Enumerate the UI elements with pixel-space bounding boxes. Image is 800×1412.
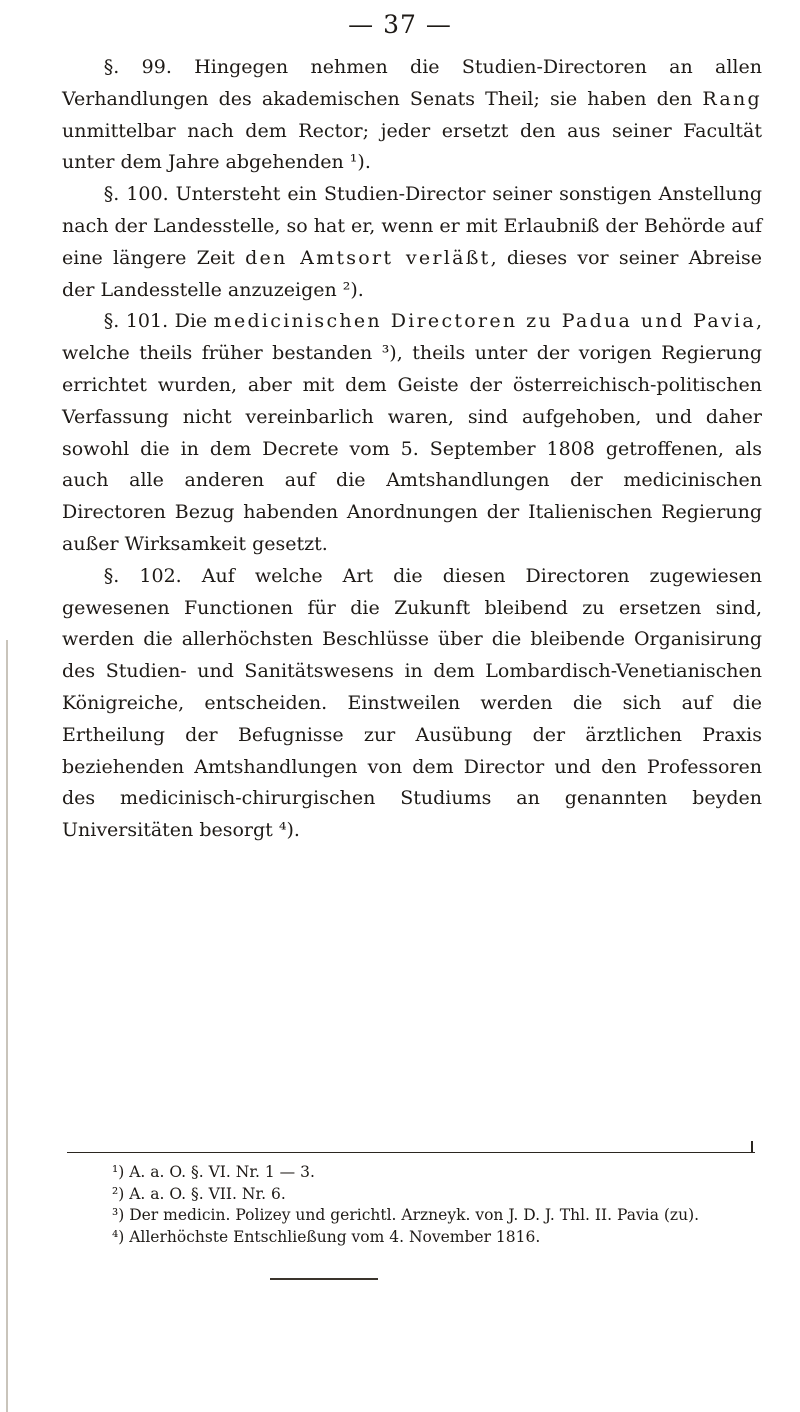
paragraph-101: [62, 306, 762, 560]
bottom-rule: [270, 1278, 378, 1280]
paragraph-101-text-a: §. 101. Die: [103, 310, 214, 333]
paragraph-99-text-c: unmittelbar nach dem Rector; jeder ersetzt den aus seiner Facultät unter dem Jahre abgehenden ¹).: [62, 119, 762, 174]
paragraph-101-text-c: , welche theils früher bestanden ³), theils unter der vorigen Regierung errichtet wurden, aber mit dem Geiste der österreichisch-politischen Verfassung nicht vereinbarlich waren, sind aufgehoben, und daher sowohl die in dem Decrete vom 5. September 1808 getroffenen, als auch alle anderen auf die Amtshandlungen der medicinischen Directoren Bezug habenden Anordnungen der Italienischen Regierung außer Wirksamkeit gesetzt.: [62, 310, 762, 555]
spaced-term-amtsort: den Amtsort verläßt: [245, 246, 491, 269]
paragraph-102: [62, 561, 762, 847]
footnote-3: ³) Der medicin. Polizey und gerichtl. Arzneyk. von J. D. J. Thl. II. Pavia (zu).: [112, 1206, 700, 1224]
footnote-2: ²) A. a. O. §. VII. Nr. 6.: [112, 1184, 286, 1203]
footnote-1: ¹) A. a. O. §. VI. Nr. 1 — 3.: [112, 1163, 315, 1181]
paragraph-99: [62, 52, 762, 179]
footnote-separator-tick: [751, 1141, 753, 1153]
page-number: — 37 —: [348, 10, 452, 39]
paragraph-100: [62, 179, 762, 306]
main-text: [62, 52, 762, 847]
paragraph-99-text-a: §. 99. Hingegen nehmen die Studien-Directoren an allen Verhandlungen des akademischen Senats Theil; sie haben den: [62, 56, 762, 110]
spaced-term-medicinische-directoren: medicinischen Directoren zu Padua und Pavia: [213, 310, 756, 333]
footnotes: [112, 1162, 772, 1248]
footnote-4: ⁴) Allerhöchste Entschließung vom 4. November 1816.: [112, 1227, 541, 1246]
page-edge-shadow: [6, 640, 8, 1412]
footnote-separator: [67, 1152, 755, 1153]
paragraph-100-text-c: , dieses vor seiner Abreise der Landesstelle anzuzeigen ²).: [62, 246, 762, 301]
paragraph-102-text-a: §. 102. Auf welche Art die diesen Directoren zugewiesen gewesenen Functionen für die Zukunft bleibend zu ersetzen sind, werden die allerhöchsten Beschlüsse über die bleibende Organisirung des Studien- und Sanitätswesens in dem Lombardisch-Venetianischen Königreiche, entscheiden. Einstweilen werden die sich auf die Ertheilung der Befugnisse zur Ausübung der ärztlichen Praxis beziehenden Amtshandlungen von dem Director und den Professoren des medicinisch-chirurgischen Studiums an genannten beyden Universitäten besorgt ⁴).: [62, 564, 762, 842]
paragraph-100-text-a: §. 100. Untersteht ein Studien-Director seiner sonstigen Anstellung nach der Landesstelle, so hat er, wenn er mit Erlaubniß der Behörde auf eine längere Zeit: [62, 183, 762, 269]
spaced-term-rang: Rang: [702, 87, 762, 110]
